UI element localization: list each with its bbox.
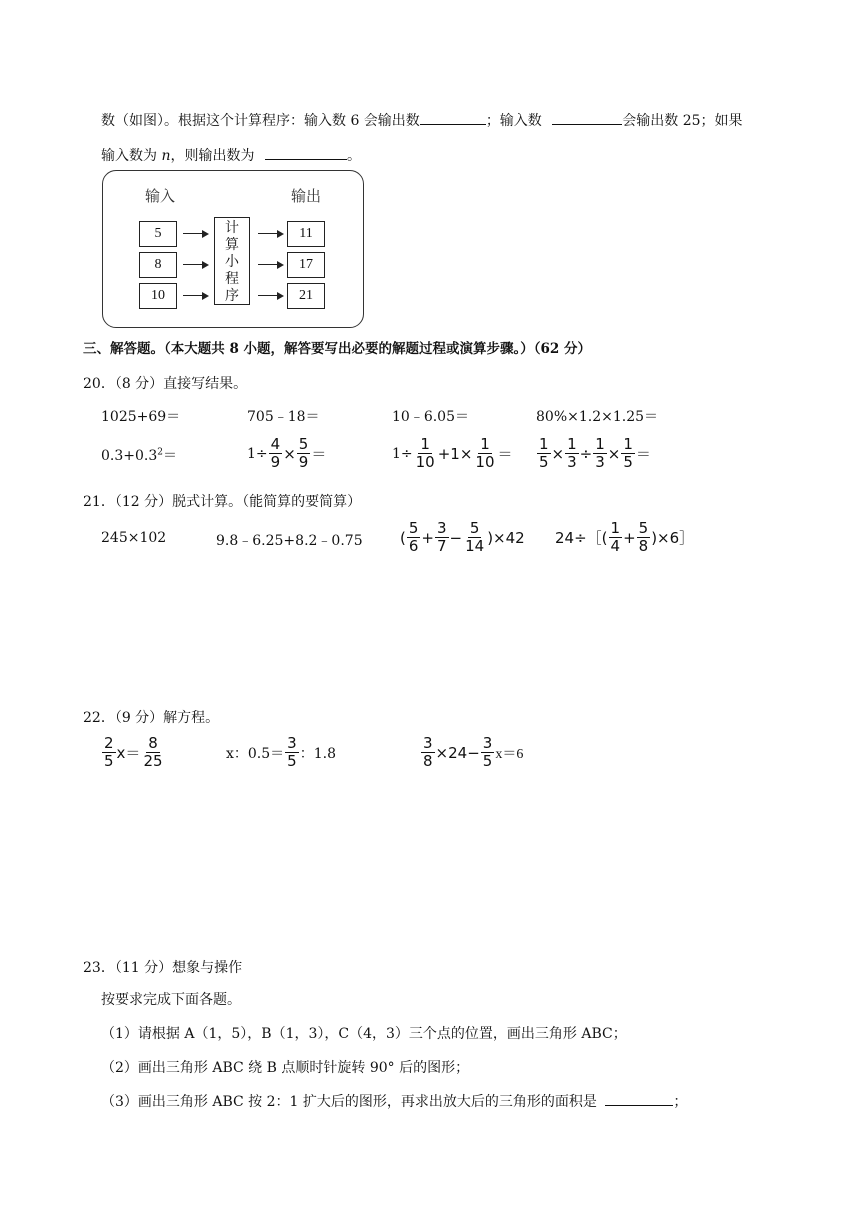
q21-item-a: 245×102	[101, 530, 167, 546]
q21-item-b: 9.8﹣6.25+8.2﹣0.75	[216, 533, 363, 549]
fraction: $\frac{3}{7}$	[436, 519, 447, 555]
arrow-icon	[183, 233, 207, 234]
answer-blank-1[interactable]	[420, 110, 486, 125]
fraction: $\frac{3}{5}$	[482, 734, 493, 770]
section-heading: 三、解答题。（本大题共 8 小题，解答要写出必要的解题过程或演算步骤。）（62 分）	[83, 341, 592, 357]
arrow-icon	[258, 264, 282, 265]
answer-blank-2[interactable]	[552, 110, 622, 125]
input-box: 5	[139, 221, 177, 247]
answer-blank-4[interactable]	[605, 1091, 673, 1106]
q19-line1: 数（如图）。根据这个计算程序：输入数 6 会输出数 ；输入数 会输出数 25；如果	[101, 110, 743, 130]
fraction: $\frac{1}{4}$	[610, 519, 621, 555]
fraction: $\frac{5}{14}$	[465, 519, 485, 555]
q20-item-f: 1÷ $\frac{4}{9}$ × $\frac{5}{9}$ ＝	[247, 435, 327, 471]
q22-item-c: $\frac{3}{8}$ ×24− $\frac{3}{5}$ x＝6	[423, 734, 524, 770]
input-label: 输入	[145, 187, 176, 205]
q19-line2: 输入数为 n，则输出数为 。	[101, 145, 361, 165]
fraction: $\frac{5}{9}$	[298, 435, 309, 471]
q20-item-h: $\frac{1}{5}$ × $\frac{1}{3}$ ÷ $\frac{1}{3}$ × $\frac{1}{5}$ ＝	[539, 435, 651, 471]
q23-step-2: （2）画出三角形 ABC 绕 B 点顺时针旋转 90° 后的图形；	[101, 1060, 470, 1076]
fraction: $\frac{4}{9}$	[270, 435, 281, 471]
fraction: $\frac{1}{10}$	[415, 435, 435, 471]
output-box: 21	[287, 283, 325, 309]
fraction: $\frac{3}{8}$	[423, 734, 433, 770]
arrow-icon	[183, 264, 207, 265]
program-box: 计 算 小 程 序	[214, 217, 250, 305]
input-box: 8	[139, 252, 177, 278]
arrow-icon	[258, 295, 282, 296]
output-label: 输出	[291, 187, 322, 205]
calc-program-diagram	[102, 170, 364, 328]
arrow-icon	[183, 295, 207, 296]
output-box: 11	[287, 221, 325, 247]
q20-title: 20．（8 分）直接写结果。	[83, 376, 248, 392]
q23-step-3: （3）画出三角形 ABC 按 2：1 扩大后的图形，再求出放大后的三角形的面积是 ；	[101, 1091, 687, 1111]
fraction: $\frac{1}{5}$	[539, 435, 549, 471]
fraction: $\frac{1}{5}$	[623, 435, 633, 471]
fraction: $\frac{5}{8}$	[638, 519, 649, 555]
fraction: $\frac{8}{25}$	[143, 734, 163, 770]
input-box: 10	[139, 283, 177, 309]
q20-item-e: $0.3+0.3^2=$	[101, 447, 177, 464]
q20-item-g: 1÷ $\frac{1}{10}$ +1× $\frac{1}{10}$ ＝	[392, 435, 513, 471]
q21-item-c: ( $\frac{5}{6}$ + $\frac{3}{7}$ − $\frac{5}{14}$ )×42	[400, 519, 525, 555]
q21-title: 21．（12 分）脱式计算。（能简算的要简算）	[83, 494, 362, 510]
fraction: $\frac{5}{6}$	[408, 519, 419, 555]
q20-item-d: 80%×1.2×1.25＝	[536, 409, 659, 425]
fraction: $\frac{2}{5}$	[104, 734, 114, 770]
q20-item-a: 1025+69＝	[101, 409, 181, 425]
answer-blank-3[interactable]	[265, 145, 347, 160]
q23-title: 23．（11 分）想象与操作	[83, 960, 243, 976]
q23-step-1: （1）请根据 A（1，5），B（1，3），C（4，3）三个点的位置，画出三角形 ABC；	[101, 1026, 627, 1042]
q20-item-c: 10﹣6.05＝	[392, 409, 469, 425]
q22-item-b: x：0.5＝ $\frac{3}{5}$ ：1.8	[226, 734, 336, 770]
q21-item-d: 24÷［( $\frac{1}{4}$ + $\frac{5}{8}$ )×6］	[555, 519, 695, 555]
q22-title: 22．（9 分）解方程。	[83, 710, 220, 726]
arrow-icon	[258, 233, 282, 234]
output-box: 17	[287, 252, 325, 278]
fraction: $\frac{1}{10}$	[475, 435, 495, 471]
q20-item-b: 705﹣18＝	[247, 409, 320, 425]
q23-intro: 按要求完成下面各题。	[101, 992, 241, 1008]
q22-item-a: $\frac{2}{5}$ x＝ $\frac{8}{25}$	[104, 734, 163, 770]
fraction: $\frac{3}{5}$	[287, 734, 297, 770]
fraction: $\frac{1}{3}$	[595, 435, 605, 471]
fraction: $\frac{1}{3}$	[567, 435, 577, 471]
